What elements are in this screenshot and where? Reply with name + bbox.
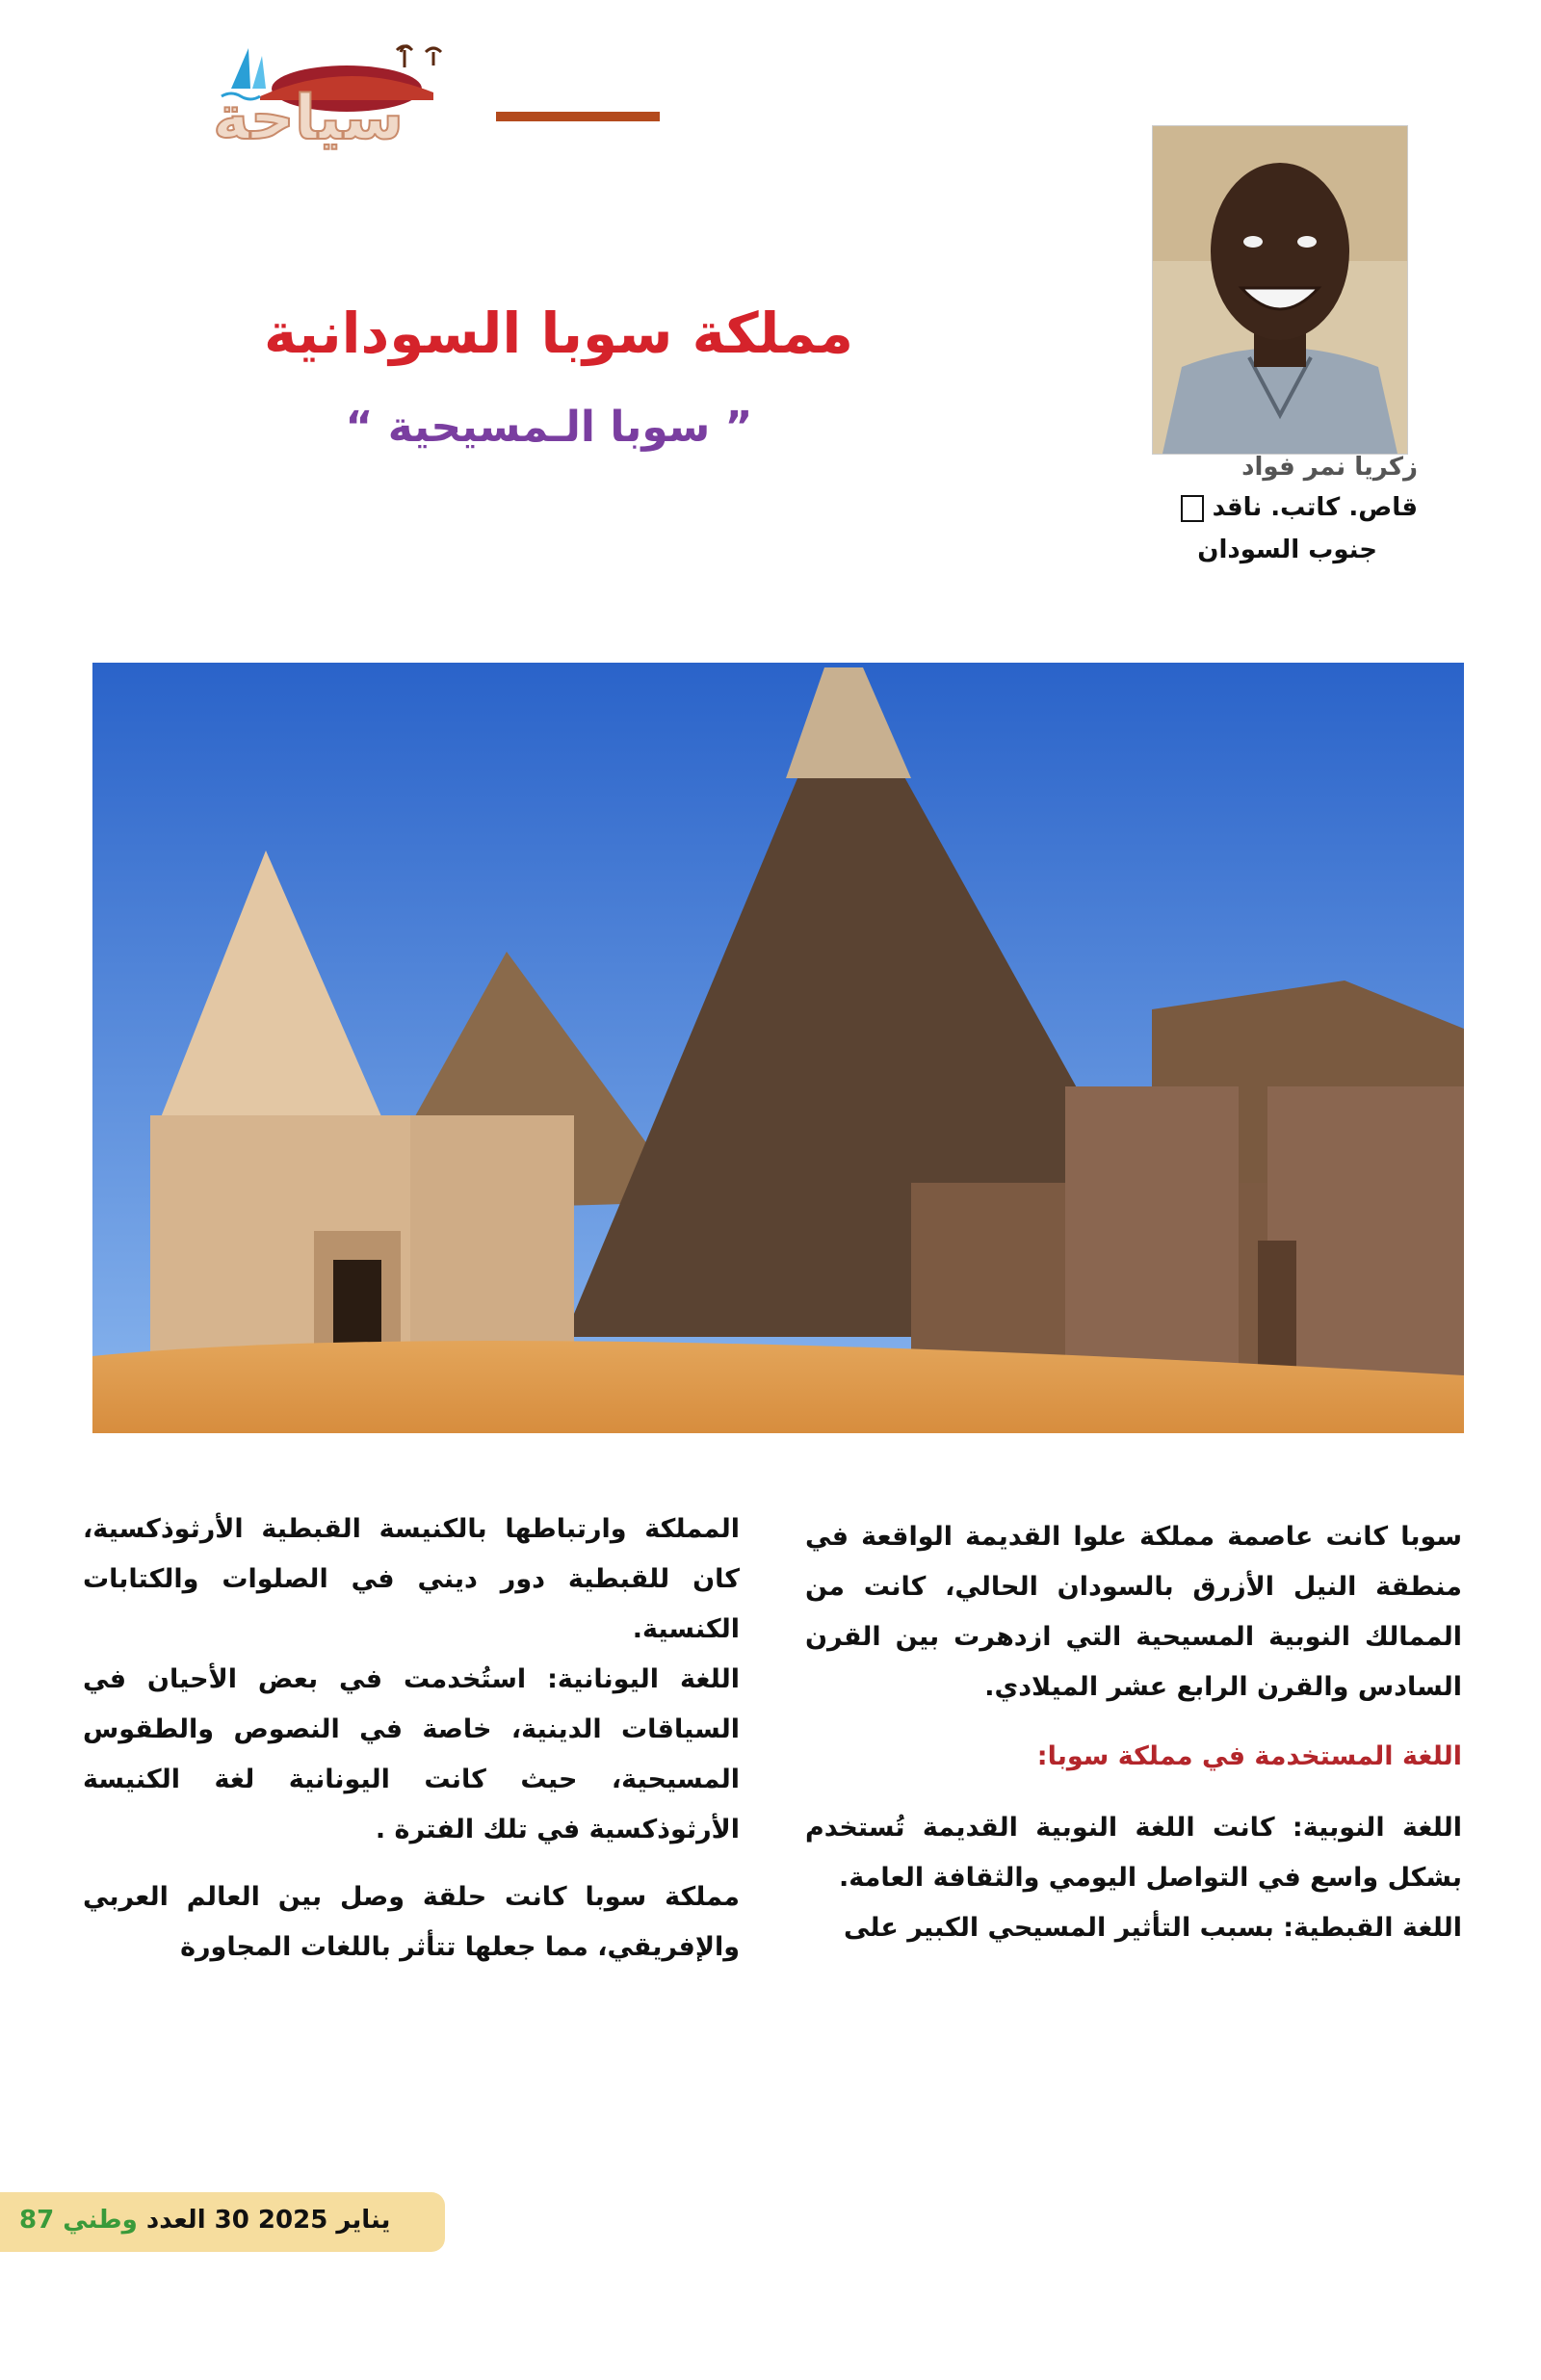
paragraph-coptic-continued: المملكة وارتباطها بالكنيسة القبطية الأرثوذكسية، كان للقبطية دور ديني في الصلوات والكتابات الكنسية.: [83, 1514, 740, 1644]
author-photo: [1152, 125, 1408, 455]
footer-issue-label: العدد: [145, 2206, 206, 2235]
pyramids-photo: [92, 663, 1464, 1433]
logo-text: سياحة: [212, 83, 405, 154]
logo-rule: [496, 112, 660, 121]
author-name: زكريا نمر فواد: [1241, 453, 1418, 482]
article-subtitle: ” سوبا الـمسيحية “: [345, 403, 753, 452]
author-region: جنوب السودان: [1197, 536, 1377, 564]
footer-page-number: 87: [19, 2206, 55, 2235]
paragraph-coptic-start: اللغة القبطية: بسبب التأثير المسيحي الكبير على: [844, 1913, 1462, 1943]
checkbox-icon: [1181, 495, 1204, 522]
paragraph-greek: اللغة اليونانية: استُخدمت في بعض الأحيان في السياقات الدينية، خاصة في النصوص والطقوس المسيحية، حيث كانت اليونانية لغة الكنيسة الأرثوذكسية في تلك الفترة .: [83, 1664, 740, 1844]
magazine-section-logo: [116, 29, 674, 154]
article-column-right: [805, 1512, 1462, 1953]
author-role-text: قاص. كاتب. ناقد: [1212, 493, 1418, 522]
paragraph-nubian: اللغة النوبية: كانت اللغة النوبية القديمة تُستخدم بشكل واسع في التواصل اليومي والثقافة العامة.: [805, 1813, 1462, 1893]
article-column-left: [83, 1504, 740, 1973]
footer-info: [19, 2206, 435, 2235]
footer-date: يناير 2025: [257, 2206, 391, 2235]
author-role: [1117, 493, 1418, 522]
paragraph-soba-link: مملكة سوبا كانت حلقة وصل بين العالم العربي والإفريقي، مما جعلها تتأثر باللغات المجاورة: [83, 1882, 740, 1962]
paragraph-intro: سوبا كانت عاصمة مملكة علوا القديمة الواقعة في منطقة النيل الأزرق بالسودان الحالي، كانت من الممالك النوبية المسيحية التي ازدهرت بين القرن السادس والقرن الرابع عشر الميلادي.: [805, 1522, 1462, 1702]
section-heading-languages: اللغة المستخدمة في مملكة سوبا:: [1036, 1741, 1462, 1771]
footer-issue-number: 30: [214, 2206, 249, 2235]
article-title: مملكة سوبا السودانية: [263, 301, 854, 366]
footer-magazine-name: وطني: [63, 2206, 138, 2235]
